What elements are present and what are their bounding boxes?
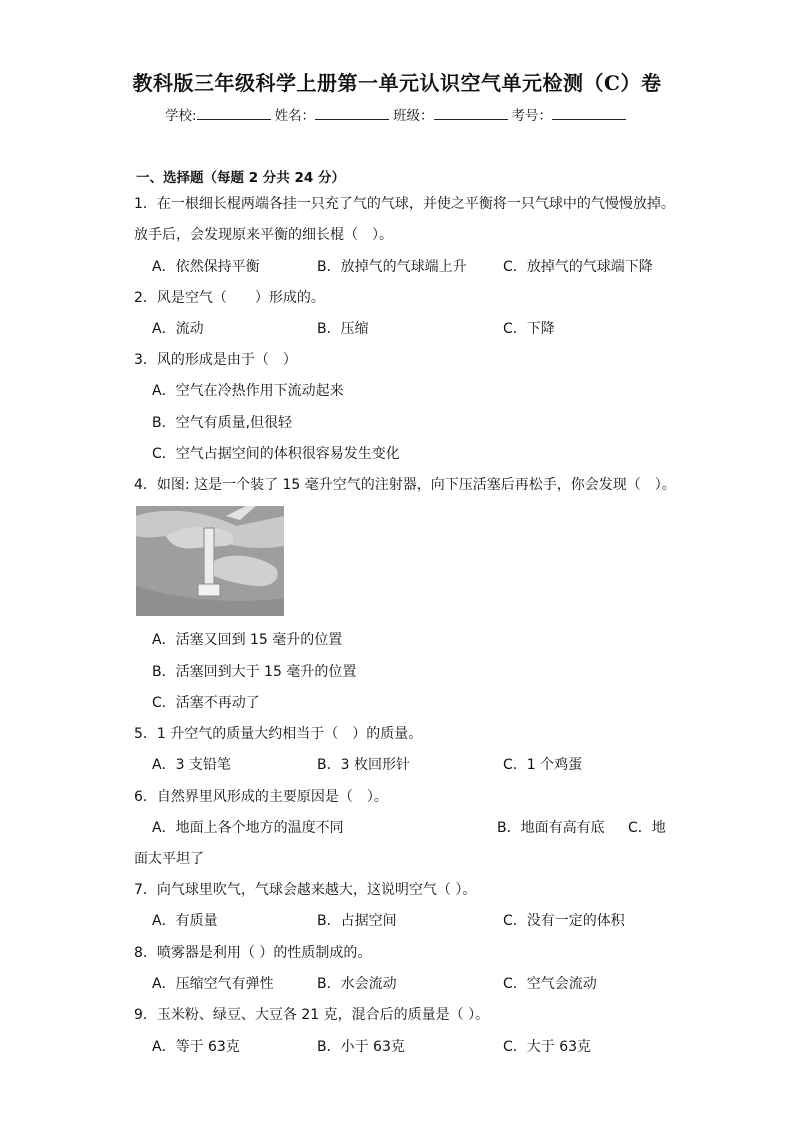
class-label: 班级： (393, 108, 434, 124)
question-1-stem-cont: 放手后，会发现原来平衡的细长棍（ ）。 (134, 227, 393, 243)
q7-option-a: A．有质量 (152, 913, 218, 929)
question-1-stem: 1．在一根细长棍两端各挂一只充了气的气球，并使之平衡将一只气球中的气慢慢放掉。 (134, 196, 675, 212)
q3-option-b: B．空气有质量,但很轻 (152, 415, 293, 431)
class-blank (434, 106, 508, 120)
section-heading: 一、选择题（每题 2 分共 24 分） (136, 170, 345, 186)
q4-option-b: B．活塞回到大于 15 毫升的位置 (152, 664, 357, 680)
q2-option-a: A．流动 (152, 321, 204, 337)
q3-option-a: A．空气在冷热作用下流动起来 (152, 383, 344, 399)
question-5-stem: 5．1 升空气的质量大约相当于（ ）的质量。 (134, 726, 423, 742)
q5-option-a: A．3 支铅笔 (152, 757, 231, 773)
question-8-stem: 8．喷雾器是利用（ ）的性质制成的。 (134, 945, 372, 961)
question-4-stem: 4．如图: 这是一个装了 15 毫升空气的注射器，向下压活塞后再松手，你会发现（ ）。 (134, 477, 676, 493)
q9-option-c: C．大于 63克 (503, 1039, 592, 1055)
q3-option-c: C．空气占据空间的体积很容易发生变化 (152, 446, 400, 462)
q5-option-b: B．3 枚回形针 (317, 757, 410, 773)
q8-option-a: A．压缩空气有弹性 (152, 976, 274, 992)
q1-option-b: B．放掉气的气球端上升 (317, 259, 467, 275)
q2-option-c: C．下降 (503, 321, 555, 337)
q1-option-c: C．放掉气的气球端下降 (503, 259, 653, 275)
q9-option-b: B．小于 63克 (317, 1039, 405, 1055)
q7-option-c: C．没有一定的体积 (503, 913, 625, 929)
student-info-row (165, 104, 630, 124)
question-6-stem: 6．自然界里风形成的主要原因是（ ）。 (134, 789, 388, 805)
q2-option-b: B．压缩 (317, 321, 369, 337)
syringe-photo (136, 506, 284, 616)
question-3-stem: 3．风的形成是由于（ ） (134, 352, 297, 368)
exam-no-label: 考号： (511, 108, 553, 124)
q1-option-a: A．依然保持平衡 (152, 259, 260, 275)
q6-option-c-wrap: 面太平坦了 (134, 851, 204, 867)
q6-option-a: A．地面上各个地方的温度不同 (152, 820, 344, 836)
exam-no-blank (552, 106, 626, 120)
q8-option-b: B．水会流动 (317, 976, 397, 992)
question-9-stem: 9．玉米粉、绿豆、大豆各 21 克，混合后的质量是（ ）。 (134, 1007, 490, 1023)
question-7-stem: 7．向气球里吹气，气球会越来越大，这说明空气（ ）。 (134, 882, 477, 898)
question-2-stem: 2．风是空气（ ）形成的。 (134, 290, 325, 306)
q5-option-c: C．1 个鸡蛋 (503, 757, 583, 773)
q4-option-c: C．活塞不再动了 (152, 695, 260, 711)
school-blank (197, 106, 271, 120)
name-label: 姓名： (274, 108, 316, 124)
name-blank (315, 106, 389, 120)
q6-option-c: C．地 (628, 820, 666, 836)
page-title: 教科版三年级科学上册第一单元认识空气单元检测（C）卷 (132, 71, 662, 95)
school-label: 学校: (165, 108, 197, 124)
q9-option-a: A．等于 63克 (152, 1039, 240, 1055)
q4-option-a: A．活塞又回到 15 毫升的位置 (152, 632, 343, 648)
q8-option-c: C．空气会流动 (503, 976, 597, 992)
q6-option-b: B．地面有高有底 (497, 820, 605, 836)
q7-option-b: B．占据空间 (317, 913, 397, 929)
